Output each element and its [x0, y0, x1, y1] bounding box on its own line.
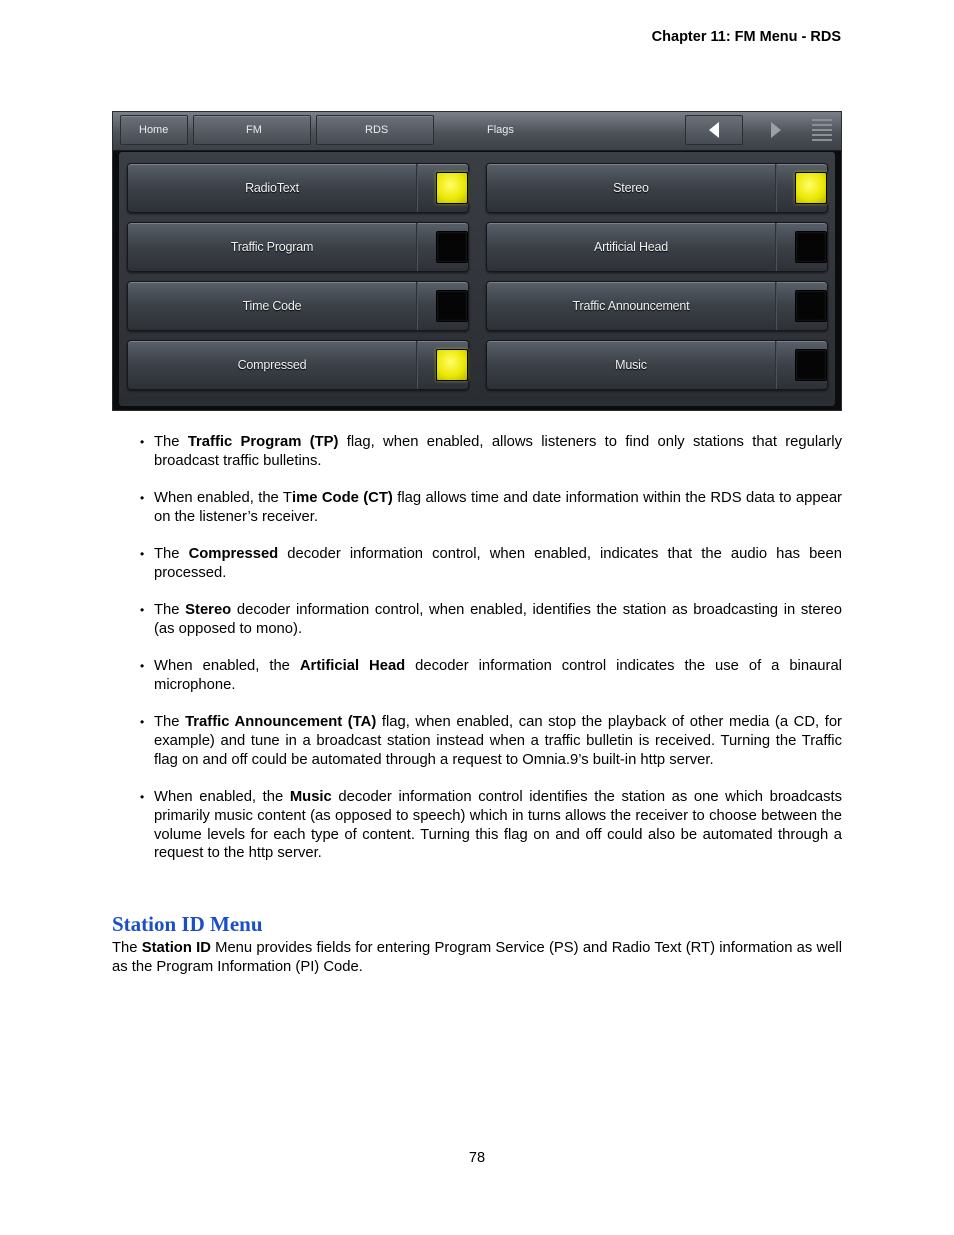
flag-label: Time Code: [242, 299, 302, 313]
bullet-text: When enabled, the Music decoder information control identifies the station as one which broadcasts primarily music content (as opposed to speech) which in turns allows the receiver to choose between the volume levels for each type of content. Turning this flag on and off could also be automated through a request to the http server.: [154, 789, 842, 862]
flag-description-list: [140, 433, 842, 882]
nav-tab-rds[interactable]: RDS: [316, 115, 434, 145]
flag-button-traffic-announcement[interactable]: [486, 281, 828, 331]
bullet-dot: •: [140, 659, 145, 674]
flag-button-radiotext[interactable]: [127, 163, 469, 213]
flag-indicator: [436, 349, 468, 381]
divider: [775, 223, 777, 271]
divider: [775, 282, 777, 330]
bullet-text: The Stereo decoder information control, when enabled, identifies the station as broadcasting in stereo (as opposed to mono).: [154, 602, 842, 637]
list-item: [140, 489, 842, 526]
divider: [416, 223, 418, 271]
flag-indicator: [795, 290, 827, 322]
bullet-text: The Traffic Program (TP) flag, when enabled, allows listeners to find only stations that regularly broadcast traffic bulletins.: [154, 434, 842, 469]
flag-label: Compressed: [237, 358, 307, 372]
flag-indicator: [795, 231, 827, 263]
divider: [775, 341, 777, 389]
nav-tab-fm[interactable]: FM: [193, 115, 311, 145]
list-item: [140, 601, 842, 638]
forward-arrow-icon[interactable]: [747, 115, 805, 145]
divider: [416, 341, 418, 389]
flag-label: Traffic Announcement: [572, 299, 690, 313]
bullet-text: When enabled, the Time Code (CT) flag allows time and date information within the RDS data to appear on the listener’s receiver.: [154, 490, 842, 525]
chapter-header: Chapter 11: FM Menu - RDS: [651, 29, 841, 45]
device-screenshot: [112, 111, 842, 411]
flags-panel: [119, 152, 835, 406]
bullet-dot: •: [140, 790, 145, 805]
bullet-text: When enabled, the Artificial Head decoder information control indicates the use of a binaural microphone.: [154, 658, 842, 694]
divider: [416, 282, 418, 330]
bullet-dot: •: [140, 547, 145, 562]
list-item: [140, 545, 842, 582]
flag-label: Stereo: [613, 181, 649, 195]
bullet-text: The Compressed decoder information control, when enabled, indicates that the audio has been processed.: [154, 546, 842, 581]
list-item: [140, 657, 842, 694]
menu-grip-icon[interactable]: [809, 115, 835, 145]
flag-indicator: [795, 349, 827, 381]
flag-indicator: [436, 172, 468, 204]
back-arrow-icon[interactable]: [685, 115, 743, 145]
flag-button-music[interactable]: [486, 340, 828, 390]
flag-label: Traffic Program: [230, 240, 314, 254]
bullet-dot: •: [140, 435, 145, 449]
flag-button-traffic-program[interactable]: [127, 222, 469, 272]
flag-label: Music: [615, 358, 647, 372]
section-heading: Station ID Menu: [112, 912, 263, 936]
divider: [775, 164, 777, 212]
list-item: [140, 788, 842, 863]
bullet-dot: •: [140, 715, 145, 730]
bullet-text: The Traffic Announcement (TA) flag, when enabled, can stop the playback of other media (a CD, for example) and tune in a broadcast station instead when a traffic bulletin is received. Turning the Traffic flag on and off could be automated through a request to Omnia.9’s built-in http server.: [154, 714, 842, 768]
list-item: [140, 713, 842, 769]
section-paragraph: The Station ID Menu provides fields for entering Program Service (PS) and Radio Text (RT) information as well as the Program Information (PI) Code.: [112, 940, 842, 975]
flag-button-compressed[interactable]: [127, 340, 469, 390]
divider: [416, 164, 418, 212]
flag-label: RadioText: [245, 181, 299, 195]
bullet-dot: •: [140, 603, 145, 618]
bullet-dot: •: [140, 491, 145, 506]
list-item: [140, 433, 842, 470]
flag-label: Artificial Head: [593, 240, 669, 254]
nav-tab-flags[interactable]: Flags: [487, 124, 514, 136]
flag-indicator: [795, 172, 827, 204]
flag-button-artificial-head[interactable]: [486, 222, 828, 272]
flag-indicator: [436, 231, 468, 263]
flag-indicator: [436, 290, 468, 322]
flag-button-stereo[interactable]: [486, 163, 828, 213]
flag-button-time-code[interactable]: [127, 281, 469, 331]
device-nav-bar: [113, 112, 841, 151]
page-number: 78: [468, 1150, 486, 1166]
nav-tab-home[interactable]: Home: [120, 115, 188, 145]
